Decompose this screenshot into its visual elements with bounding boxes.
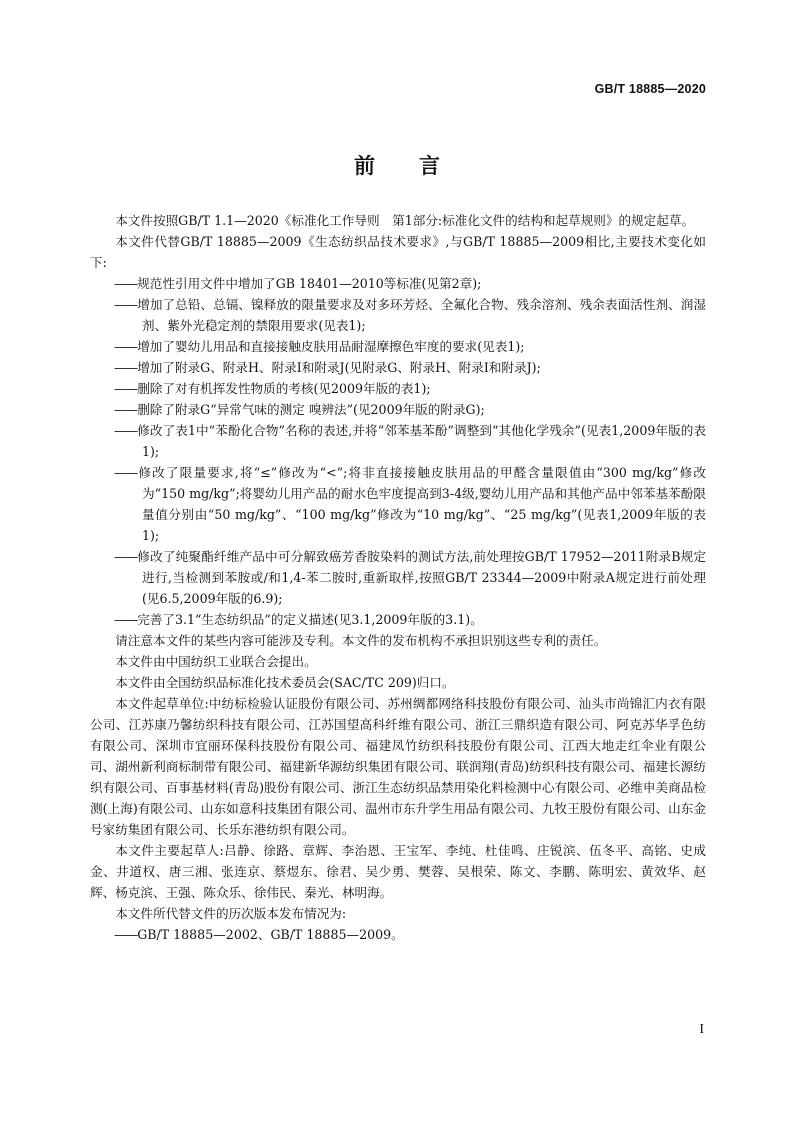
change-item [90, 399, 706, 420]
change-item [90, 378, 706, 399]
change-text: 修改了纯聚酯纤维产品中可分解致癌芳香胺染料的测试方法,前处理按GB/T 17952—2011附录B规定进行,当检测到苯胺或/和1,4-苯二胺时,重新取样,按照GB/T 23344—2009中附录A规定进行前处理(见6.5,2009年版的6.9); [137, 549, 706, 606]
history-intro: 本文件所代替文件的历次版本发布情况为: [115, 906, 347, 921]
dash-marker: —— [114, 360, 138, 375]
dash-marker: —— [114, 402, 138, 417]
change-text: 删除了附录G“异常气味的测定 嗅辨法”(见2009年版的附录G); [137, 402, 485, 417]
change-text: 完善了3.1“生态纺织品”的定义描述(见3.1,2009年版的3.1)。 [137, 612, 483, 627]
note-paragraph: 请注意本文件的某些内容可能涉及专利。本文件的发布机构不承担识别这些专利的责任。 [115, 633, 607, 648]
page-title: 前言 [354, 154, 484, 178]
drafters: 本文件主要起草人:吕静、徐路、章辉、李治恩、王宝军、李纯、杜佳鸣、庄锐滨、伍冬平、高铭、史成金、井道权、唐三湘、张连京、蔡煜东、徐君、吴少勇、樊蓉、吴根荣、陈文、李鹏、陈明宏、黄效华、赵辉、杨克滨、王强、陈众乐、徐伟民、秦光、林明海。 [90, 843, 706, 900]
dash-marker: —— [114, 612, 138, 627]
change-text: 修改了限量要求,将“≤”修改为“<”;将非直接接触皮肤用品的甲醛含量限值由“300 mg/kg”修改为“150 mg/kg”;将婴幼儿用产品的耐水色牢度提高到3-4级,婴幼儿用产品和其他产品中邻苯基苯酚限量值分别由“50 mg/kg”、“100 mg/kg”修改为“10 mg/kg”、“25 mg/kg”(见表1,2009年版的表1); [137, 465, 706, 543]
dash-marker: —— [114, 549, 138, 564]
dash-marker: —— [114, 381, 138, 396]
change-item [90, 420, 706, 462]
change-item [90, 357, 706, 378]
change-item [90, 546, 706, 609]
change-item [90, 294, 706, 336]
history-item [90, 924, 706, 945]
change-text: 增加了附录G、附录H、附录I和附录J(见附录G、附录H、附录I和附录J); [137, 360, 541, 375]
document-code: GB/T 18885—2020 [594, 82, 706, 96]
dash-marker: —— [114, 465, 138, 480]
intro-paragraph: 本文件按照GB/T 1.1—2020《标准化工作导则 第1部分:标准化文件的结构和起草规则》的规定起草。 [115, 213, 695, 228]
page-number: I [699, 1022, 704, 1037]
drafting-units: 本文件起草单位:中纺标检验认证股份有限公司、苏州绸都网络科技股份有限公司、汕头市尚锦汇内衣有限公司、江苏康乃馨纺织科技有限公司、江苏国望高科纤维有限公司、浙江三鼎织造有限公司、阿克苏华孚色纺有限公司、深圳市宜丽环保科技股份有限公司、福建凤竹纺织科技股份有限公司、江西大地走红伞业有限公司、湖州新利商标制带有限公司、福建新华源纺织集团有限公司、联润翔(青岛)纺织科技有限公司、福建长源纺织有限公司、百事基材料(青岛)股份有限公司、浙江生态纺织品禁用染化料检测中心有限公司、必维申美商品检测(上海)有限公司、山东如意科技集团有限公司、温州市东升学生用品有限公司、九牧王股份有限公司、山东金号家纺集团有限公司、长乐东港纺织有限公司。 [90, 696, 706, 837]
dash-marker: —— [114, 276, 138, 291]
change-item [90, 336, 706, 357]
dash-marker: —— [114, 297, 138, 312]
note-paragraph: 本文件由全国纺织品标准化技术委员会(SAC/TC 209)归口。 [115, 675, 455, 690]
dash-marker: —— [114, 927, 138, 942]
note-paragraph: 本文件由中国纺织工业联合会提出。 [115, 654, 317, 669]
change-text: 规范性引用文件中增加了GB 18401—2010等标准(见第2章); [137, 276, 482, 291]
intro-paragraph: 本文件代替GB/T 18885—2009《生态纺织品技术要求》,与GB/T 18885—2009相比,主要技术变化如下: [90, 234, 706, 270]
document-body [90, 210, 706, 945]
change-item [90, 462, 706, 546]
change-item [90, 273, 706, 294]
change-text: 删除了对有机挥发性物质的考核(见2009年版的表1); [137, 381, 431, 396]
change-item [90, 609, 706, 630]
change-text: 增加了婴幼儿用品和直接接触皮肤用品耐湿摩擦色牢度的要求(见表1); [137, 339, 525, 354]
change-text: 修改了表1中“苯酚化合物”名称的表述,并将“邻苯基苯酚”调整到“其他化学残余”(见表1,2009年版的表1); [137, 423, 706, 459]
change-text: 增加了总铅、总镉、镍释放的限量要求及对多环芳烃、全氟化合物、残余溶剂、残余表面活性剂、润湿剂、紫外光稳定剂的禁限用要求(见表1); [137, 297, 706, 333]
dash-marker: —— [114, 423, 138, 438]
history-text: GB/T 18885—2002、GB/T 18885—2009。 [137, 927, 404, 942]
dash-marker: —— [114, 339, 138, 354]
